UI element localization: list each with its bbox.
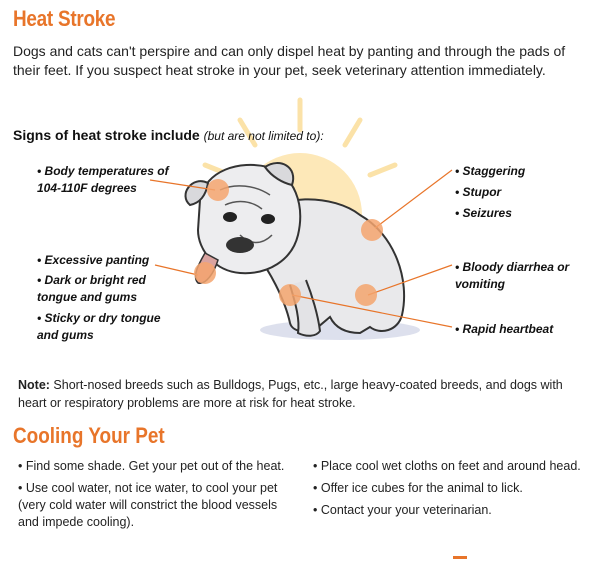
cooling-tip-cool-water: • Use cool water, not ice water, to cool your pet (very cold water will constrict the blood vessels and impede cooling). (18, 481, 278, 529)
cooling-title: Cooling Your Pet (13, 423, 165, 448)
note-paragraph (18, 376, 593, 412)
sign-stupor: • Stupor (455, 185, 502, 199)
cooling-list-left (18, 458, 298, 536)
heat-stroke-title: Heat Stroke (13, 6, 116, 31)
signs-subtitle: (but are not limited to): (203, 129, 324, 143)
cooling-tip-contact-vet: • Contact your your veterinarian. (313, 503, 492, 517)
sign-staggering: • Staggering (455, 164, 526, 178)
note-text: Short-nosed breeds such as Bulldogs, Pugs, etc., large heavy-coated breeds, and dogs with heart or respiratory problems are more at risk for heat stroke. (18, 378, 563, 410)
cooling-tip-shade: • Find some shade. Get your pet out of the heat. (18, 459, 285, 473)
sign-dry-tongue-gums: • Sticky or dry tongue and gums (37, 311, 161, 342)
signs-heading (13, 127, 324, 143)
note-label: Note: (18, 378, 50, 392)
sign-seizures: • Seizures (455, 206, 512, 220)
heat-stroke-intro: Dogs and cats can't perspire and can only dispel heat by panting and through the pads of their feet. If you suspect heat stroke in your pet, seek veterinary attention immediately. (13, 43, 566, 78)
signs-title: Signs of heat stroke include (13, 127, 200, 143)
sign-excessive-panting: • Excessive panting (37, 253, 150, 267)
sign-rapid-heartbeat: • Rapid heartbeat (455, 322, 554, 336)
cooling-tip-wet-cloths: • Place cool wet cloths on feet and around head. (313, 459, 581, 473)
cooling-tip-ice-cubes: • Offer ice cubes for the animal to lick. (313, 481, 523, 495)
sign-red-tongue-gums: • Dark or bright red tongue and gums (37, 273, 146, 304)
sign-bloody-diarrhea: • Bloody diarrhea or vomiting (455, 260, 570, 291)
accent-bar (453, 556, 467, 559)
sign-body-temperature: • Body temperatures of 104-110F degrees (37, 164, 169, 195)
cooling-list-right (313, 458, 583, 524)
